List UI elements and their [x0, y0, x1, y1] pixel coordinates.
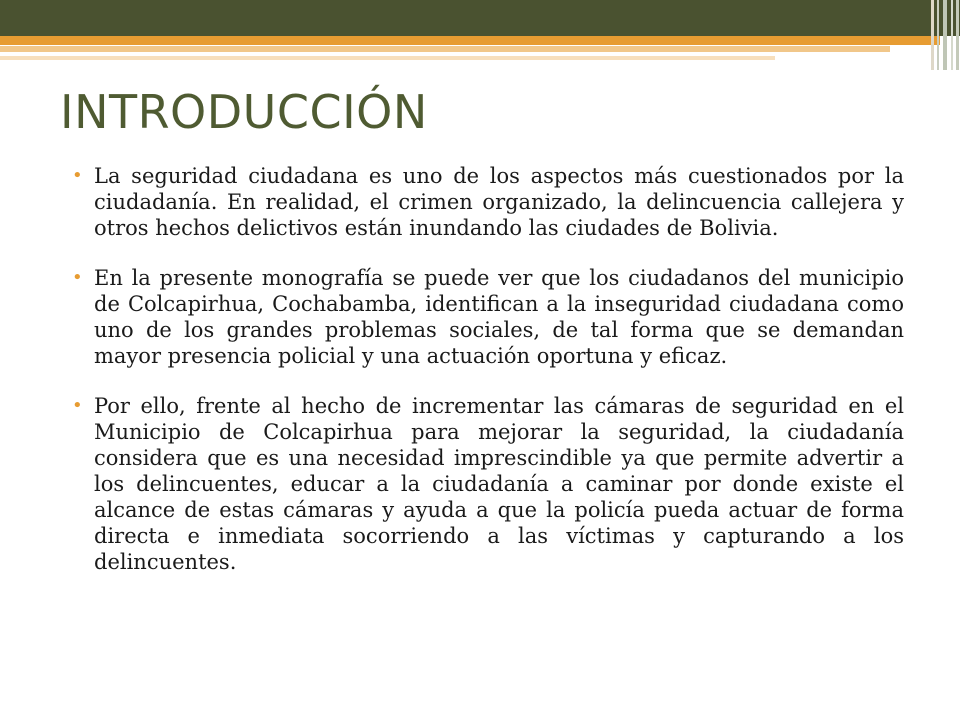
bullet-item	[72, 163, 904, 241]
bullet-list	[72, 163, 904, 599]
header-band	[0, 0, 960, 36]
header-accent-line-light	[0, 46, 890, 52]
header-accent-line-faint	[0, 56, 775, 60]
bullet-icon: •	[72, 395, 83, 416]
bullet-item	[72, 393, 904, 575]
bullet-text: La seguridad ciudadana es uno de los aspectos más cuestionados por la ciudadanía. En realidad, el crimen organizado, la delincuencia callejera y otros hechos delictivos están inundando las ciudades de Bolivia.	[94, 164, 904, 240]
bullet-item	[72, 265, 904, 369]
edge-stripes-decoration	[930, 0, 960, 70]
bullet-text: En la presente monografía se puede ver que los ciudadanos del municipio de Colcapirhua, Cochabamba, identifican a la inseguridad ciudadana como uno de los grandes problemas sociales, de tal forma que se demandan mayor presencia policial y una actuación oportuna y eficaz.	[94, 266, 904, 368]
slide-title: INTRODUCCIÓN	[60, 85, 428, 139]
bullet-text: Por ello, frente al hecho de incrementar las cámaras de seguridad en el Municipio de Colcapirhua para mejorar la seguridad, la ciudadanía considera que es una necesidad imprescindible ya que permite advertir a los delincuentes, educar a la ciudadanía a caminar por donde existe el alcance de estas cámaras y ayuda a que la policía pueda actuar de forma directa e inmediata socorriendo a las víctimas y capturando a los delincuentes.	[94, 394, 904, 574]
bullet-icon: •	[72, 165, 83, 186]
header-accent-line	[0, 36, 940, 45]
bullet-icon: •	[72, 267, 83, 288]
